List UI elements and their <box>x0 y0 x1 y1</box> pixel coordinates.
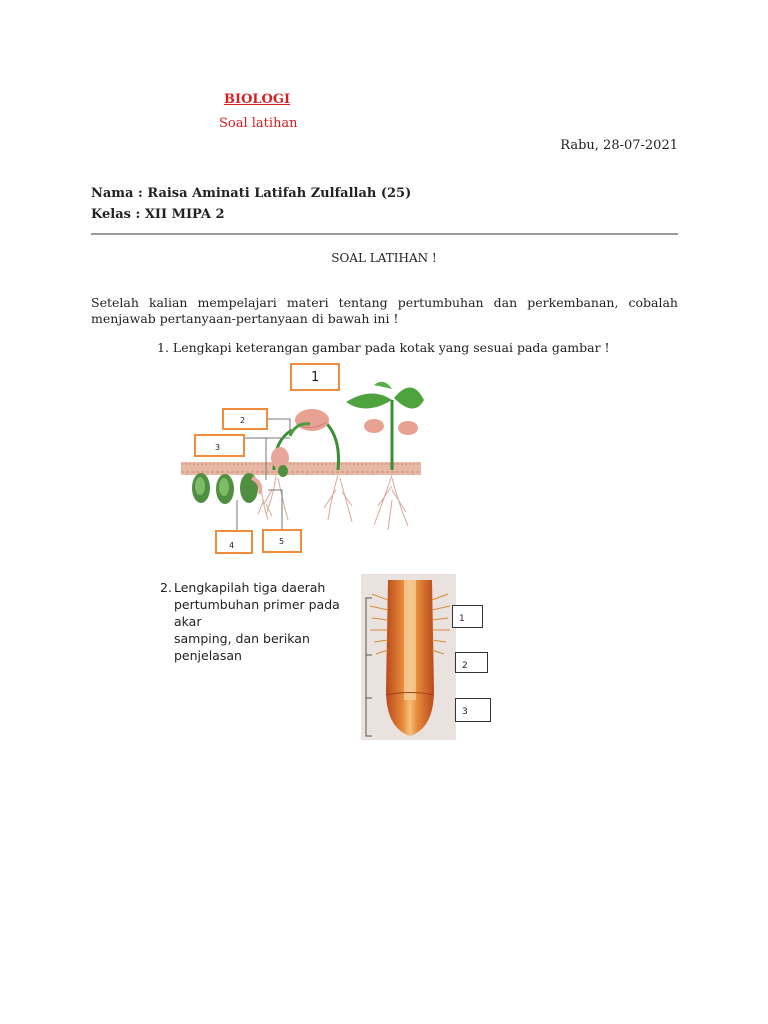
answer-box-1-label: 1 <box>311 370 320 385</box>
question-2 <box>160 579 360 664</box>
root-answer-box-1-label: 1 <box>459 614 465 624</box>
question-2-line-2: pertumbuhan primer pada akar <box>174 597 340 629</box>
root-answer-box-2[interactable] <box>455 652 488 673</box>
answer-box-3[interactable] <box>194 434 245 457</box>
answer-box-3-label: 3 <box>215 443 221 452</box>
student-name: Nama : Raisa Aminati Latifah Zulfallah (25) <box>91 186 412 201</box>
root-answer-box-1[interactable] <box>452 605 483 628</box>
question-1: 1. Lengkapi keterangan gambar pada kotak yang sesuai pada gambar ! <box>157 340 610 355</box>
answer-box-2[interactable] <box>222 408 268 430</box>
divider <box>91 233 678 235</box>
section-heading: SOAL LATIHAN ! <box>331 251 437 265</box>
answer-box-4-label: 4 <box>229 541 235 550</box>
subject-title: BIOLOGI <box>224 92 291 107</box>
answer-box-2-label: 2 <box>240 416 246 425</box>
root-answer-box-2-label: 2 <box>462 661 468 671</box>
root-answer-box-3-label: 3 <box>462 707 468 717</box>
intro-paragraph: Setelah kalian mempelajari materi tentang pertumbuhan dan perkembanan, cobalah menjawab pertanyaan-pertanyaan di bawah ini ! <box>91 295 678 326</box>
answer-box-5[interactable] <box>262 529 302 553</box>
question-2-number: 2. <box>160 580 172 595</box>
answer-box-5-label: 5 <box>279 537 285 546</box>
subtitle: Soal latihan <box>219 116 298 131</box>
answer-box-1[interactable] <box>290 363 340 391</box>
question-2-line-3: samping, dan berikan penjelasan <box>174 631 310 663</box>
root-answer-box-3[interactable] <box>455 698 491 722</box>
answer-box-4[interactable] <box>215 530 253 554</box>
student-class: Kelas : XII MIPA 2 <box>91 207 225 222</box>
question-2-line-1: Lengkapilah tiga daerah <box>174 580 326 595</box>
date: Rabu, 28-07-2021 <box>560 138 678 153</box>
